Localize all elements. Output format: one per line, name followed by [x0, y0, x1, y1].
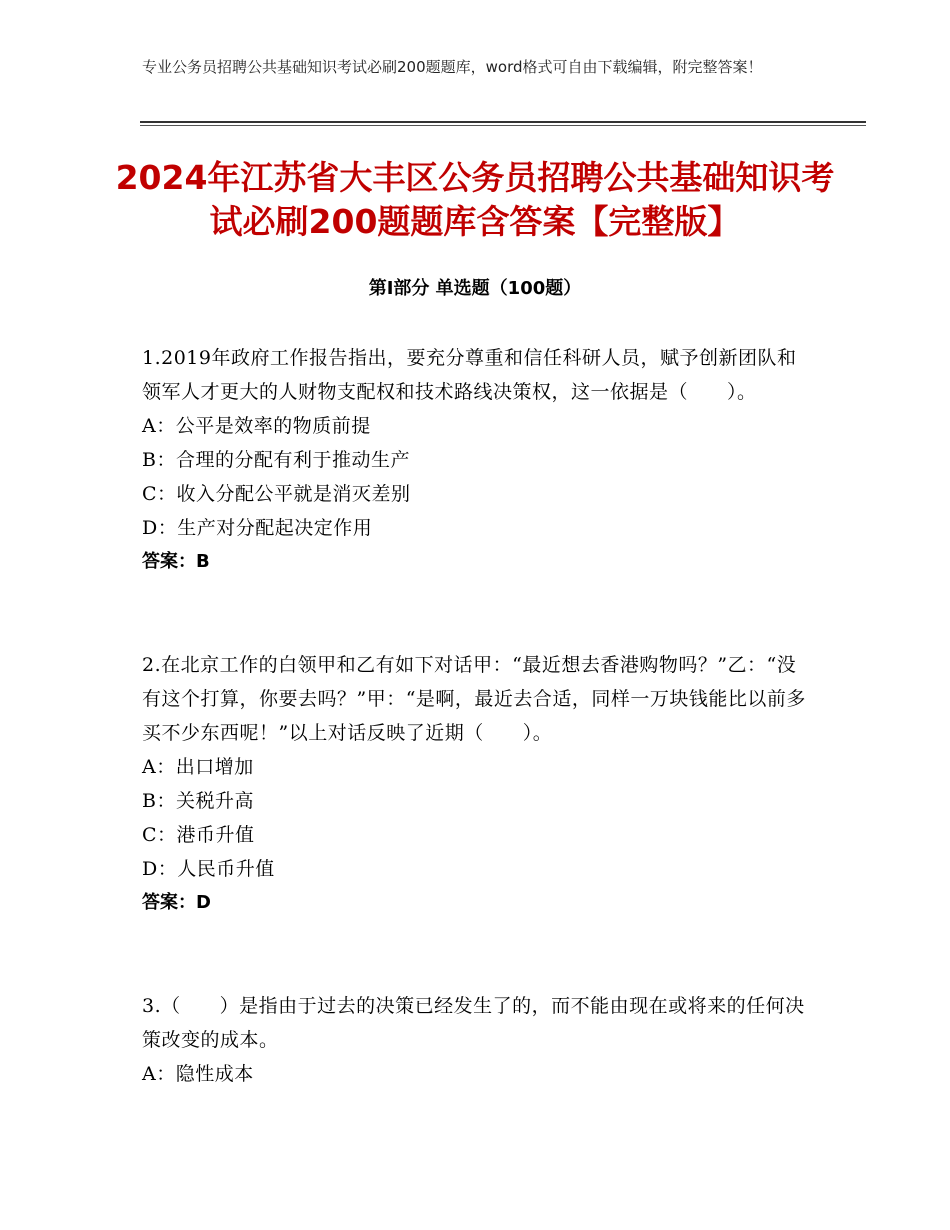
answer: 答案：B [142, 551, 210, 572]
header-rule-thin [140, 125, 866, 126]
question-3 [142, 989, 812, 1091]
question-text: 2.在北京工作的白领甲和乙有如下对话甲：“最近想去香港购物吗？”乙：“没有这个打算，你要去吗？”甲：“是啊，最近去合适，同样一万块钱能比以前多买不少东西呢！”以上对话反映了近期（ ）。 [142, 654, 806, 744]
option-a: A：出口增加 [142, 756, 254, 778]
header-rule-thick [140, 121, 866, 123]
option-c: C：港币升值 [142, 824, 255, 846]
option-c: C：收入分配公平就是消灭差别 [142, 483, 411, 505]
option-a: A：隐性成本 [142, 1063, 254, 1085]
option-b: B：合理的分配有利于推动生产 [142, 449, 410, 471]
answer: 答案：D [142, 892, 211, 913]
option-d: D：人民币升值 [142, 858, 275, 880]
question-text: 3.（ ）是指由于过去的决策已经发生了的，而不能由现在或将来的任何决策改变的成本。 [142, 995, 805, 1051]
question-text: 1.2019年政府工作报告指出，要充分尊重和信任科研人员，赋予创新团队和领军人才更大的人财物支配权和技术路线决策权，这一依据是（ ）。 [142, 347, 797, 403]
option-d: D：生产对分配起决定作用 [142, 517, 373, 539]
question-1 [142, 341, 812, 579]
question-2 [142, 648, 812, 920]
option-b: B：关税升高 [142, 790, 254, 812]
document-title: 2024年江苏省大丰区公务员招聘公共基础知识考试必刷200题题库含答案【完整版】 [115, 158, 835, 241]
header-note: 专业公务员招聘公共基础知识考试必刷200题题库，word格式可自由下载编辑，附完整答案！ [142, 58, 763, 76]
section-heading: 第Ⅰ部分 单选题（100题） [368, 278, 582, 299]
option-a: A：公平是效率的物质前提 [142, 415, 371, 437]
